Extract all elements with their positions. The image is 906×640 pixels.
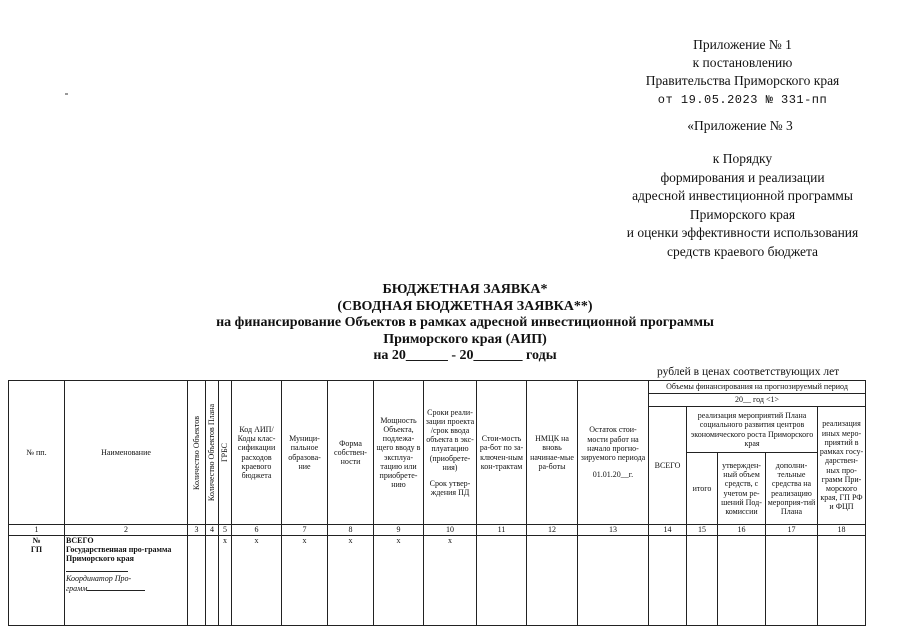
title-line-3: на финансирование Объектов в рамках адресной инвестиционной программы bbox=[216, 315, 714, 330]
header-cost: Стои-мость ра-бот по за-ключен-ным кон-трактам bbox=[477, 381, 527, 525]
col-number: 1 bbox=[9, 525, 65, 536]
col-number: 11 bbox=[477, 525, 527, 536]
row-coordinator-label: Координатор Про- bbox=[66, 573, 132, 583]
title-line-4: Приморского края (АИП) bbox=[383, 331, 547, 347]
decree-date-line: от 19.05.2023 № 331-пп bbox=[657, 92, 828, 107]
x-cell: x bbox=[219, 536, 232, 626]
row-number-cell bbox=[9, 536, 65, 626]
header-capacity: Мощность Объекта, подлежа-щего вводу в эксплуа-тацию или приобрете-нию bbox=[374, 381, 424, 525]
x-cell: x bbox=[328, 536, 374, 626]
header-approved: утвержден-ный объем средств, с учетом ре-шений Под-комиссии bbox=[718, 453, 766, 525]
x-cell: x bbox=[232, 536, 282, 626]
header-itogo: итого bbox=[687, 453, 718, 525]
col-number: 9 bbox=[374, 525, 424, 536]
col-number: 7 bbox=[282, 525, 328, 536]
col-number: 10 bbox=[424, 525, 477, 536]
col-number: 16 bbox=[718, 525, 766, 536]
title-line-1: БЮДЖЕТНАЯ ЗАЯВКА* bbox=[382, 282, 548, 297]
procedure-line-3: адресной инвестиционной программы bbox=[632, 188, 853, 204]
header-plan-measures: реализация мероприятий Плана социального развития центров экономического роста Приморского края bbox=[687, 407, 818, 453]
row-coordinator-word: грамм bbox=[66, 584, 88, 594]
data-cell bbox=[649, 536, 687, 626]
appendix-block bbox=[600, 36, 885, 109]
header-num: № пп. bbox=[9, 381, 65, 525]
procedure-line-6: средств краевого бюджета bbox=[666, 243, 819, 259]
col-number: 3 bbox=[188, 525, 206, 536]
header-ownership: Форма собствен-ности bbox=[328, 381, 374, 525]
header-code: Код АИП/ Коды клас-сификации расходов краевого бюджета bbox=[232, 381, 282, 525]
data-cell bbox=[718, 536, 766, 626]
header-count-objects-text: Количество Объектов bbox=[191, 415, 201, 490]
header-volumes: Объемы финансирования на прогнозируемый период bbox=[649, 381, 866, 394]
header-terms-pd: Срок утвер-ждения ПД bbox=[429, 479, 471, 498]
data-cell bbox=[206, 536, 219, 626]
appendix-line-3: Правительства Приморского края bbox=[645, 73, 840, 89]
column-numbers-row bbox=[9, 525, 866, 536]
col-number: 2 bbox=[65, 525, 188, 536]
row-coordinator-label-2 bbox=[66, 583, 186, 593]
col-number: 13 bbox=[578, 525, 649, 536]
col-number: 6 bbox=[232, 525, 282, 536]
header-other-measures: реализация иных меро-приятий в рамках госу-дарствен-ных про-грамм При-морского края, ГП РФ и ФЦП bbox=[818, 407, 866, 525]
appendix-line-1: Приложение № 1 bbox=[693, 37, 792, 52]
header-year: 20__ год <1> bbox=[649, 394, 866, 407]
header-total: ВСЕГО bbox=[649, 407, 687, 525]
data-cell bbox=[578, 536, 649, 626]
table-row-program bbox=[9, 536, 866, 626]
header-name: Наименование bbox=[65, 381, 188, 525]
header-remain-text: Остаток стои-мости работ на начало прогно-зируемого периода bbox=[580, 425, 646, 463]
col-number: 17 bbox=[766, 525, 818, 536]
header-nmck: НМЦК на вновь начинае-мые ра-боты bbox=[527, 381, 578, 525]
appendix-sub-line-1: «Приложение № 3 bbox=[687, 118, 793, 133]
col-number: 15 bbox=[687, 525, 718, 536]
header-grbs bbox=[219, 381, 232, 525]
col-number: 12 bbox=[527, 525, 578, 536]
header-terms bbox=[424, 381, 477, 525]
data-cell bbox=[818, 536, 866, 626]
header-additional: дополни-тельные средства на реализацию мероприя-тий Плана bbox=[766, 453, 818, 525]
procedure-line-4: Приморского края bbox=[689, 206, 796, 222]
row-number-gp: ГП bbox=[30, 545, 43, 555]
scan-speck bbox=[65, 93, 68, 95]
col-number: 5 bbox=[219, 525, 232, 536]
title-line-2: (СВОДНАЯ БЮДЖЕТНАЯ ЗАЯВКА**) bbox=[337, 298, 593, 314]
header-remain bbox=[578, 381, 649, 525]
header-count-objects bbox=[188, 381, 206, 525]
row-name-cell bbox=[65, 536, 188, 626]
appendix-sub-title bbox=[660, 117, 820, 135]
header-grbs-text: ГРБС bbox=[220, 443, 230, 462]
header-remain-date: 01.01.20__г. bbox=[592, 470, 634, 480]
data-cell bbox=[188, 536, 206, 626]
data-cell bbox=[687, 536, 718, 626]
document-title bbox=[150, 282, 780, 365]
coordinator-blank bbox=[87, 583, 145, 591]
col-number: 4 bbox=[206, 525, 219, 536]
budget-request-table bbox=[8, 380, 866, 626]
procedure-line-2: формирования и реализации bbox=[660, 169, 825, 185]
data-cell bbox=[477, 536, 527, 626]
col-number: 18 bbox=[818, 525, 866, 536]
procedure-line-1: к Порядку bbox=[712, 151, 773, 166]
col-number: 14 bbox=[649, 525, 687, 536]
header-count-plan-text: Количество Объектов Плана bbox=[207, 403, 217, 502]
appendix-line-2: к постановлению bbox=[692, 55, 793, 71]
program-name-blank bbox=[66, 564, 128, 572]
x-cell: x bbox=[374, 536, 424, 626]
data-cell bbox=[527, 536, 578, 626]
procedure-block bbox=[600, 150, 885, 262]
col-number: 8 bbox=[328, 525, 374, 536]
procedure-line-5: и оценки эффективности использования bbox=[626, 225, 859, 241]
row-total-label: ВСЕГО bbox=[66, 536, 94, 545]
units-note: рублей в ценах соответствующих лет bbox=[657, 366, 840, 378]
row-program-label: Государственная про-грамма Приморского края bbox=[66, 545, 172, 564]
header-count-plan bbox=[206, 381, 219, 525]
header-terms-text: Сроки реали-зации проекта /срок ввода объекта в экс-плуатацию (приобрете-ния) bbox=[425, 407, 475, 472]
x-cell: x bbox=[424, 536, 477, 626]
x-cell: x bbox=[282, 536, 328, 626]
header-municipal: Муници-пальное образова-ние bbox=[282, 381, 328, 525]
data-cell bbox=[766, 536, 818, 626]
row-number-symbol: № bbox=[32, 536, 41, 545]
title-line-5: на 20______ - 20_______ годы bbox=[373, 348, 557, 363]
